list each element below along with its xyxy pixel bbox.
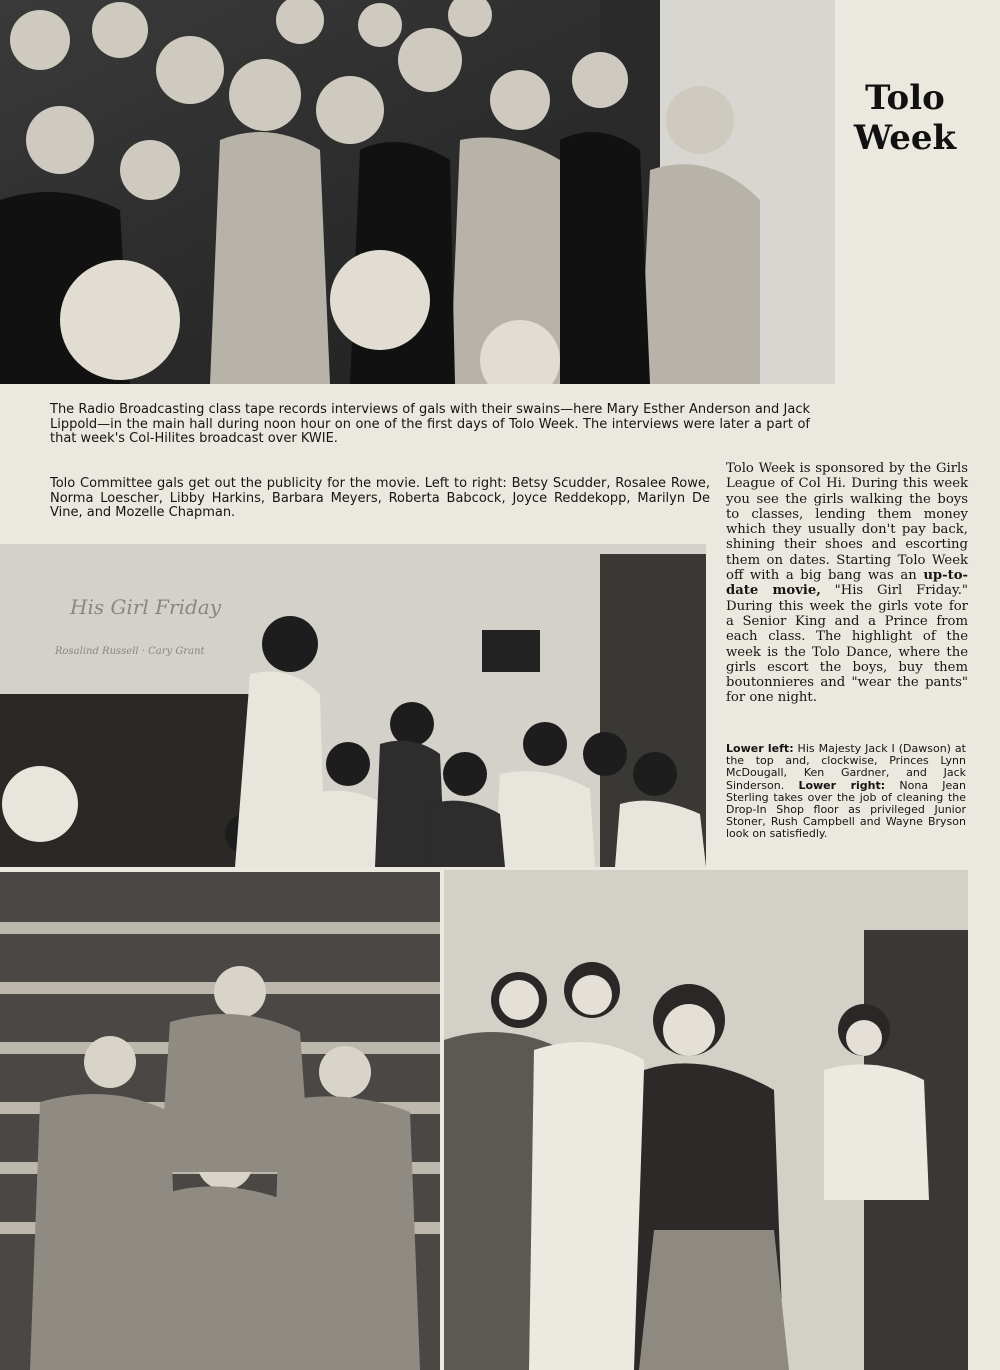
article-text-part-1: Tolo Week is sponsored by the Girls League of Col Hi. During this week you see the girls walking the boys to classes, lending them money which they usually don't pay back, shining their shoes and escorting them on dates. Starting Tolo Week off with a big bang was an	[726, 461, 968, 584]
caption-lower-photos	[726, 743, 966, 841]
article-text-part-2: "His Girl Friday." During this week the girls vote for a Senior King and a Prince from each class. The highlight of the week is the Tolo Dance, where the girls escort the boys, buy them boutonnieres and "wear the pants" for one night.	[726, 583, 968, 706]
poster-title: His Girl Friday	[70, 595, 222, 619]
caption-label-lower-left: Lower left:	[726, 742, 794, 755]
title-line-2: Week	[853, 118, 957, 158]
photo-tolo-committee	[0, 544, 706, 867]
tolo-week-article	[726, 461, 968, 706]
caption-text-lower-right: Nona Jean Sterling takes over the job of cleaning the Drop-In Shop floor as privileged Junior Stoner, Rush Campbell and Wayne Bryson look on satisfiedly.	[726, 778, 966, 841]
poster-cast: Rosalind Russell · Cary Grant	[55, 646, 205, 657]
photo-tolo-royalty	[0, 872, 440, 1370]
caption-radio-interviews: The Radio Broadcasting class tape records interviews of gals with their swains—here Mary Esther Anderson and Jack Lippold—in the main hall during noon hour on one of the first days of Tolo Week. The interviews were later a part of that week's Col-Hilites broadcast over KWIE.	[50, 402, 810, 446]
photo-drop-in-shop	[444, 870, 968, 1370]
caption-tolo-committee: Tolo Committee gals get out the publicity for the movie. Left to right: Betsy Scudder, Rosalee Rowe, Norma Loescher, Libby Harkins, Barbara Meyers, Roberta Babcock, Joyce Reddekopp, Marilyn De Vine, and Mozelle Chapman.	[50, 476, 710, 520]
photo-radio-interviews	[0, 0, 835, 384]
caption-label-lower-right: Lower right:	[798, 778, 886, 792]
caption-text-lower-left: His Majesty Jack I (Dawson) at the top and, clockwise, Princes Lynn McDougall, Ken Gardner, and Jack Sinderson.	[726, 742, 966, 792]
page-title	[845, 78, 965, 158]
article-bold-phrase: up-to-date movie,	[726, 568, 968, 599]
title-line-1: Tolo	[865, 78, 945, 118]
